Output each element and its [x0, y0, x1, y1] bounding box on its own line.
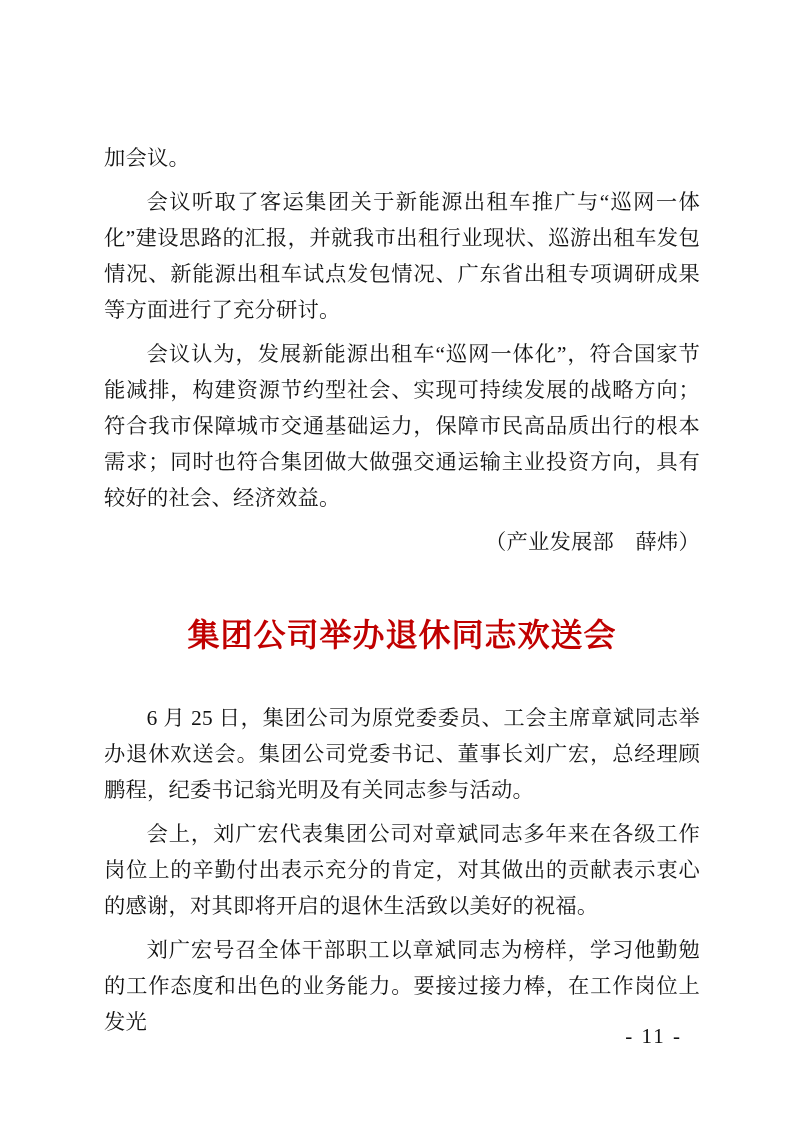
- article-paragraph-2: 会上，刘广宏代表集团公司对章斌同志多年来在各级工作岗位上的辛勤付出表示充分的肯定，对其做出的贡献表示衷心的感谢，对其即将开启的退休生活致以美好的祝福。: [104, 822, 700, 918]
- previous-article-byline: （产业发展部 薛炜）: [485, 530, 700, 554]
- article-paragraph-1: 6 月 25 日，集团公司为原党委委员、工会主席章斌同志举办退休欢送会。集团公司党委书记、董事长刘广宏，总经理顾鹏程，纪委书记翁光明及有关同志参与活动。: [104, 706, 700, 802]
- previous-article-paragraph-2: 会议认为，发展新能源出租车“巡网一体化”，符合国家节能减排，构建资源节约型社会、实现可持续发展的战略方向；符合我市保障城市交通基础运力，保障市民高品质出行的根本需求；同时也符合集团做大做强交通运输主业投资方向，具有较好的社会、经济效益。: [104, 342, 700, 510]
- previous-article-continuation-line: 加会议。: [104, 146, 190, 170]
- previous-article-paragraph-1: 会议听取了客运集团关于新能源出租车推广与“巡网一体化”建设思路的汇报，并就我市出租行业现状、巡游出租车发包情况、新能源出租车试点发包情况、广东省出租专项调研成果等方面进行了充分研讨。: [104, 190, 700, 322]
- article-paragraph-3: 刘广宏号召全体干部职工以章斌同志为榜样，学习他勤勉的工作态度和出色的业务能力。要接过接力棒，在工作岗位上发光: [104, 938, 700, 1034]
- page-number: - 11 -: [625, 1024, 682, 1048]
- article-title: 集团公司举办退休同志欢送会: [187, 617, 617, 653]
